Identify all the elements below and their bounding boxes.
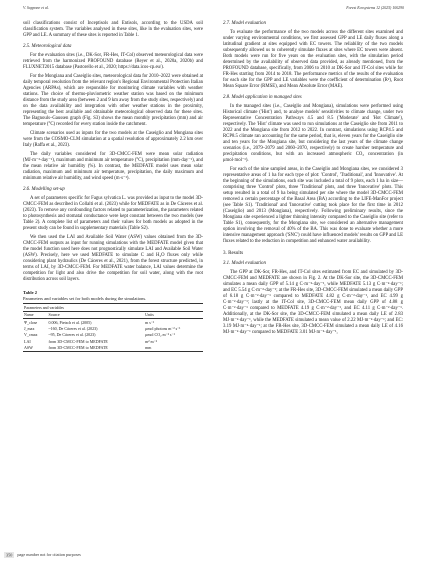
table-cell: m s⁻¹: [145, 319, 155, 325]
paragraph-met-3: Climate scenarios used as inputs for the two models at the Caseiglio and Mongiana sites were from the COSMO-CLM simulation at a spatial resolution of approximately 2.2 km over Italy (Raffa et al., 2023).: [23, 131, 203, 148]
left-column: [23, 21, 203, 352]
paragraph-app-1: In the managed sites (i.e., Caseiglio and Mongiana), simulations were performed using Historical climate ('Hist') and, to analyse models' sensitivities to climate change, under two Representative Concentration Pathways 4.5 and 8.5 ('Moderate' and 'Hot Climate'), respectively. The 'Hist' climate was used to run simulations at the Caseiglio site from 2011 to 2022 and the Mongiana site from 2012 to 2022. In contrast, simulations using RCP4.5 and RCP8.5 climate ran accounting for the same period, that is, eleven years for the Caseiglio site and ten years for the Mongiana site, but considering the last years of the climate change scenarios (i.e., 2079–2079 and 2060–2070, respectively) to create harsher temperature and precipitation conditions, but with an increased atmospheric CO₂ concentration (in μmol·mol⁻¹).: [223, 104, 403, 163]
table-row: [23, 345, 203, 352]
header-journal: Forest Ecosystems 12 (2025) 100290: [346, 6, 404, 10]
page-number-badge: 350: [6, 552, 13, 557]
table-row: [23, 318, 203, 325]
table-cell: Ψ_close: [24, 319, 38, 325]
table-cell: mm: [144, 345, 203, 352]
paragraph-mod-2: We then used the LAI and Available Soil Water (ASW) values obtained from the 3D-CMCC-FEM outputs as input for running simulations with the MEDFATE model given that the model function used here does not prognostically simulate LAI and Available Soil Water (ASW). Precisely, here we used MEDFATE to simulate C and H₂O fluxes only while considering plant hydraulics (De Cáceres et al., 2021), from the forest structure predicted, in terms of LAI, by 3D-CMCC-FEM. For MEDFATE water balance, LAI values determine the competition for light and also drive the competition for soil water, along with the root distribution across soil layers.: [23, 235, 203, 282]
footer-text: page number not for citation purposes: [17, 552, 81, 557]
paragraph-mod-1: A set of parameters specific for Fagus sylvatica L. was provided as input to the model 3D-CMCC-FEM as described in Collalti et al. (2023) while for MEDFATE as in De Cáceres et al. (2023). To remove any confounding factors related to parameterization, the parameters related to photosynthesis and stomatal conductance were kept constant between the two models (see Table 2). A complete list of parameters and their values for both models as adopted in the present study can be found in supplementary materials (Table S2).: [23, 196, 203, 231]
table-caption: [23, 290, 203, 301]
table-cell: J_max: [24, 325, 35, 331]
table-caption-text: Parameters and variables set for both models during the simulations.: [23, 295, 147, 301]
table-cell: μmol photons m⁻² s⁻¹: [145, 325, 181, 331]
section-heading-results: 3. Results: [223, 250, 244, 256]
table-cell: ~160, De Cáceres et al. (2023): [48, 325, 98, 331]
paragraph-eval-1: To evaluate the performance of the two models across the different sites examined and under varying environmental conditions, we first assessed GPP and LE daily fluxes along a latitudinal gradient at sites equipped with EC towers. The reliability of the two models subsequently allowed us to coherently simulate fluxes at sites where EC towers were absent. Both models were run for five years on the evaluation sites, with the simulation period determined by the availability of observed data provided, as already mentioned, from the PROFOUND database, specifically, from 2006 to 2010 at DK-Sor and IT-Col sites while for FR-Hes starting from 2014 to 2018. The performance metrics of the results of the evaluation for each site for the GPP and LE variables were the coefficient of determination (R²), Root Mean Square Error (RMSE), and Mean Absolute Error (MAE).: [223, 30, 403, 89]
header-authors: V. Sappone et al.: [23, 6, 49, 10]
paragraph-met-4: The daily variables considered for 3D-CMCC-FEM were mean solar radiation (MJ·m⁻²·day⁻¹), maximum and minimum air temperature (°C), precipitation (mm·day⁻¹), and the mean relative air humidity (%). In contrast, the MEDFATE model uses mean solar radiation, maximum and minimum air temperature, precipitation, the daily maximum and minimum relative air humidity, and wind speed (m·s⁻¹).: [23, 152, 203, 181]
table-header-source: Source: [48, 311, 145, 318]
table-header-name: Name: [23, 311, 48, 318]
table-cell: μmol CO₂ m⁻² s⁻¹: [145, 332, 175, 338]
table-cell: V_cmax: [24, 332, 38, 338]
table-group-header: Parameters and variables: [23, 304, 203, 311]
section-heading-model-application: 2.8. Model application in managed sites: [223, 95, 302, 100]
section-heading-model-evaluation-results: 3.1. Model evaluation: [223, 261, 266, 266]
running-header: [23, 6, 404, 14]
page-footer: [4, 552, 81, 561]
table-cell: LAI: [24, 338, 31, 344]
table-cell: 0.006, Pietsch et al. (2005): [48, 319, 92, 325]
table-header-units: Units: [144, 311, 203, 318]
section-heading-model-evaluation: 2.7. Model evaluation: [223, 21, 266, 26]
table-cell: from 3D-CMCC-FEM to MEDFATE: [48, 345, 145, 352]
paragraph-met-1: For the evaluation sites (i.e., DK-Sor, FR-Hes, IT-Col) observed meteorological data were retrieved from the harmonized PROFOUND database (Reyer et al., 2020a, 2020b) and FLUXNET2015 database (Pastorello et al., 2020; https://data.icos-cp.eu/).: [23, 53, 203, 70]
table-cell: from 3D-CMCC-FEM to MEDFATE: [48, 338, 108, 344]
table-cell: ~95, De Cáceres et al. (2023): [48, 332, 96, 338]
table-cell: m² m⁻²: [145, 338, 157, 344]
parameters-table: [23, 303, 203, 352]
paragraph-met-2: For the Mongiana and Caseiglio sites, meteorological data for 2010–2022 were obtained at daily temporal resolution from the relevant region's Regional Environmental Protection Italian Agencies (ARPAs), which are responsible for monitoring climate variables with weather stations. The choice of thermo-pluviometric weather station was based on the minimum distance from the study area (between 2 and 9 km away from the study sites, respectively) and on the data availability and integration with other weather stations in the proximity, representing the best available and obtainable meteorological observed data for these sites. The Bagnouls–Gaussen graph (Fig. S3) shows the mean monthly precipitation (mm) and air temperature (°C) recorded for every station inside the catchment.: [23, 74, 203, 127]
paragraph-results-1: The GPP at DK-Sor, FR-Hes, and IT-Col sites estimated from EC and simulated by 3D-CMCC-FEM and MEDFATE are shown in Fig. 2. At the DK-Sor site, the 3D-CMCC-FEM simulates a mean daily GPP of 5.14 g C·m⁻²·day⁻¹, while MEDFATE 5.13 g C·m⁻²·day⁻¹; and EC 5.54 g C·m⁻²·day⁻¹; at the FR-Hes site, 3D-CMCC-FEM simulated a mean daily GPP of 6.18 g C·m⁻²·day⁻¹ compared to MEDFATE 4.82 g C·m⁻²·day⁻¹, and EC 4.99 g C·m⁻²·day⁻¹; lastly at the IT-Col site, 3D-CMCC-FEM mean daily GPP of 4.88 g C·m⁻²·day⁻¹ compared to MEDFATE 4.19 g C·m⁻²·day⁻¹, and EC 4.11 g C·m⁻²·day⁻¹. Additionally, at the DK-Sor site, the 3D-CMCC-FEM simulated a mean daily LE of 2.83 MJ·m⁻²·day⁻¹, while the MEDFATE simulated a mean value of 2.22 MJ·m⁻²·day⁻¹; and EC: 3.19 MJ·m⁻²·day⁻¹; at the FR-Hes site, 3D-CMCC-FEM simulated a mean daily LE of 4.16 MJ·m⁻²·day⁻¹ compared to MEDFATE 3.01 MJ·m⁻²·day⁻¹,: [223, 270, 403, 335]
right-column: [223, 21, 403, 339]
table-caption-label: Table 2: [23, 290, 37, 295]
section-heading-meteorological-data: 2.5. Meteorological data: [23, 44, 72, 49]
section-heading-modelling-setup: 2.6. Modelling set-up: [23, 187, 65, 192]
table-cell: ASW: [23, 345, 48, 352]
paragraph-app-2: For each of the nine sampled areas, in the Caseiglio and Mongiana sites, we considered 3 representative areas of 1 ha for each type of plot: 'Control', 'Traditional', and 'Innovative'. At the beginning of the simulations, each site was included a total of 9 plots, each 1 ha in size—comprising three 'Control' plots, three 'Traditional' plots, and three 'Innovative' plots. This setup resulted in a total of 9 ha being simulated per site where the model 3D-CMCC-FEM removed a certain percentage of the Basal Area (BA) according to the LIFE-ManFor project (see Table S1). 'Traditional' and 'Innovative' cutting took place for the first time in 2012 (Caseiglio) and 2013 (Mongiana), respectively. Following preliminary results, since the Mongiana site experienced a lighter thinning intensity compared to the Caseiglio site (refer to Table S1), consequently, for the Mongiana site, we considered an alternative management option involving the removal of 40% of the BA. This was done to evaluate whether a more intensive management approach ('SNC') could have influenced models' results on GPP and LE fluxes related to the reduction in competition and enhanced water availability.: [223, 167, 403, 244]
paragraph-intro: soil classifications consist of Inceptisols and Entisols, according to the USDA soil classification system. The variables analysed in these sites, like in the evaluation sites, were GPP and LE. A summary of these sites is reported in Table 1.: [23, 21, 203, 38]
